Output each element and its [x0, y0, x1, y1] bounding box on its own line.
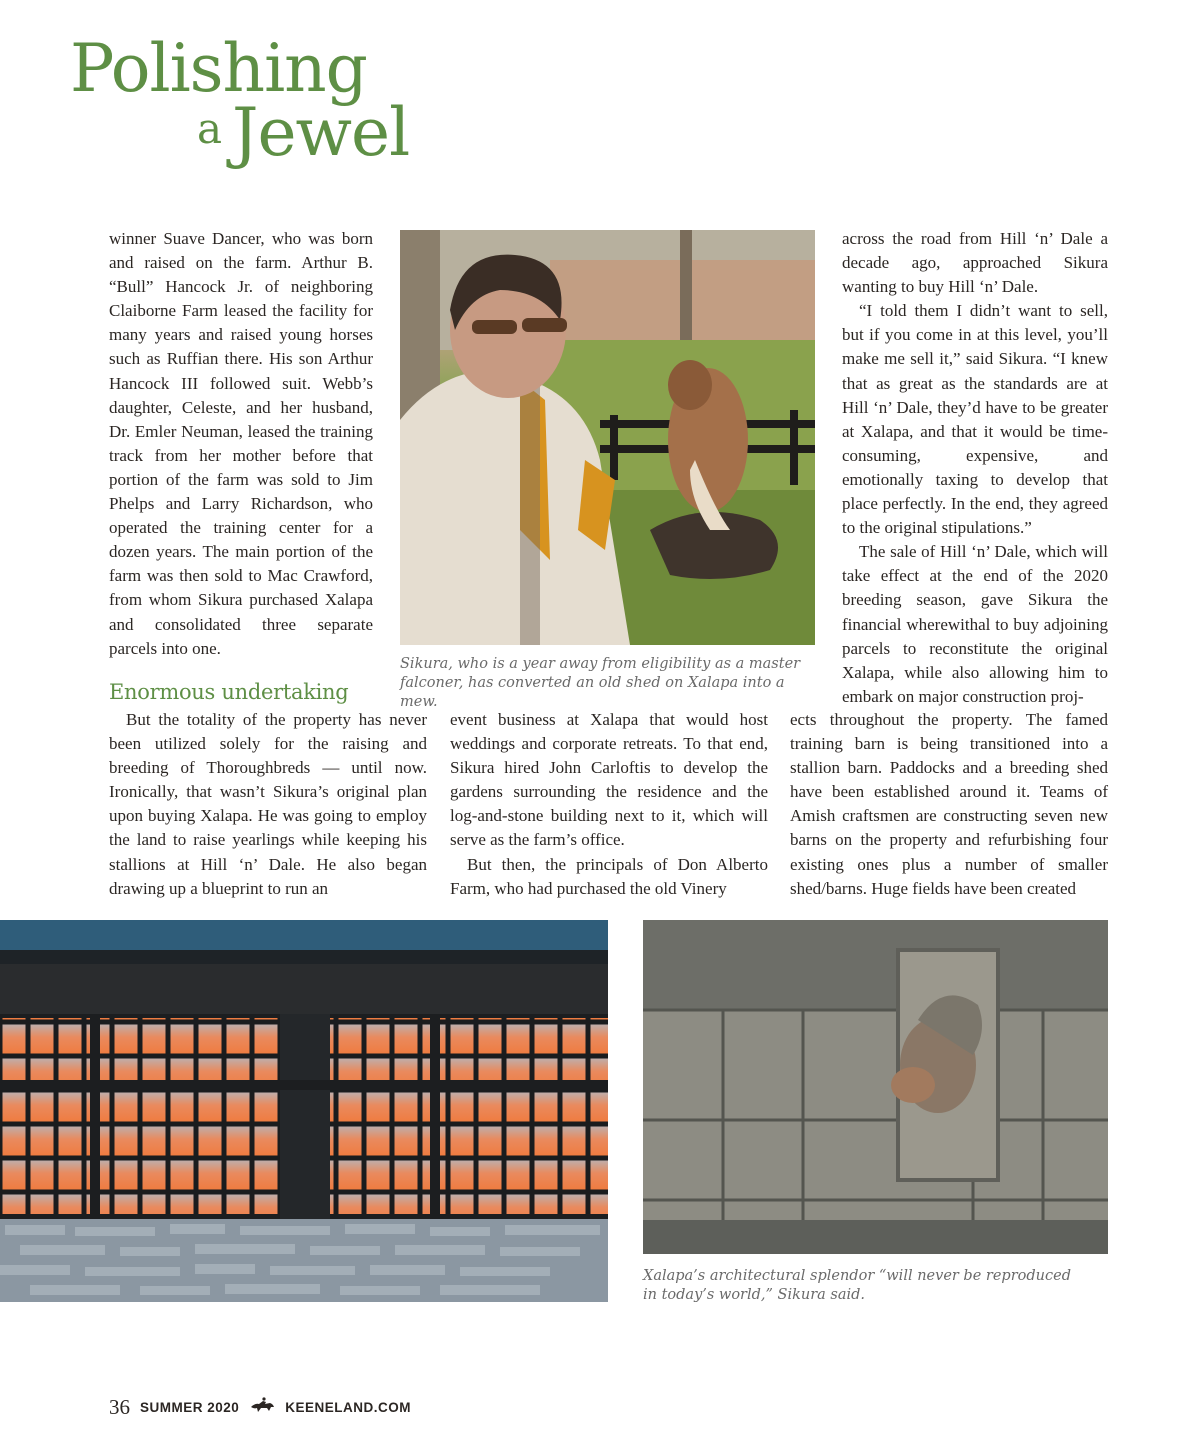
- title-word-a: a: [197, 104, 223, 153]
- caption-photo-hawk: Sikura, who is a year away from eligibility as a master falconer, has converted an old shed on Xalapa into a mew.: [400, 656, 801, 710]
- paragraph: But then, the principals of Don Alberto Farm, who had purchased the old Vinery: [450, 854, 768, 898]
- body-column-top-right: [842, 227, 1108, 709]
- caption-photo-architecture: Xalapa’s architectural splendor “will never be reproduced in today’s world,” Sikura said.: [643, 1268, 1071, 1303]
- paragraph: event business at Xalapa that would host weddings and corporate retreats. To that end, Sikura hired John Carloftis to develop the gardens surrounding the residence and the log-and-stone building next to it, which will serve as the farm’s office.: [450, 710, 768, 850]
- paragraph: ects throughout the property. The famed training barn is being transitioned into a stallion barn. Paddocks and a breeding shed have been established around it. Teams of Amish craftsmen are constructing seven new barns on the property and refurbishing four existing ones plus a number of smaller shed/barns. Huge fields have been created: [790, 710, 1108, 898]
- body-column-bottom-3: [790, 708, 1108, 901]
- photo-man-with-hawk: [400, 230, 815, 645]
- photo-stone-carving-illustration: [643, 920, 1108, 1254]
- paragraph: winner Suave Dancer, who was born and raised on the farm. Arthur B. “Bull” Hancock Jr. of neighboring Claiborne Farm leased the facility for many years and raised young horses such as Ruffian there. His son Arthur Hancock III followed suit. Webb’s daughter, Celeste, and her husband, Dr. Emler Neuman, leased the training track from her mother before that portion of the farm was sold to Jim Phelps and Larry Richardson, who operated the training center for a dozen years. The main portion of the farm was then sold to Mac Crawford, from whom Sikura purchased Xalapa and consolidated three separate parcels into one.: [109, 229, 373, 658]
- body-column-bottom-2: [450, 708, 768, 901]
- photo-barn-windows-illustration: [0, 920, 608, 1302]
- page-footer: [109, 1392, 411, 1422]
- page-number: 36: [109, 1394, 130, 1419]
- issue-label: SUMMER 2020: [140, 1399, 240, 1415]
- paragraph: across the road from Hill ‘n’ Dale a decade ago, approached Sikura wanting to buy Hill ‘n’ Dale.: [842, 229, 1108, 297]
- photo-barn-windows: [0, 920, 608, 1302]
- paragraph: The sale of Hill ‘n’ Dale, which will take effect at the end of the 2020 breeding season, gave Sikura the financial wherewithal to buy adjoining parcels to reconstitute the original Xalapa, while also allowing him to embark on major construction proj-: [842, 542, 1108, 706]
- photo-man-with-hawk-illustration: [400, 230, 815, 645]
- title-line-polishing: Polishing: [70, 30, 367, 107]
- subheading: Enormous undertaking: [109, 680, 349, 704]
- website-label: KEENELAND.COM: [285, 1399, 412, 1415]
- photo-stone-carving: [643, 920, 1108, 1254]
- body-column-top-left: [109, 227, 373, 661]
- body-column-bottom-1: [109, 708, 427, 901]
- paragraph: “I told them I didn’t want to sell, but if you come in at this level, you’ll make me sell it,” said Sikura. “I knew that as great as the standards are at Hill ‘n’ Dale, they’d have to be greater at Xalapa, and that it would be time-consuming, expensive, and emotionally taxing to develop that place perfectly. In the end, they agreed to the original stipulations.”: [842, 301, 1108, 538]
- paragraph: But the totality of the property has never been utilized solely for the raising and breeding of Thoroughbreds — until now. Ironically, that wasn’t Sikura’s original plan upon buying Xalapa. He was going to employ the land to raise yearlings while keeping his stallions at Hill ‘n’ Dale. He also began drawing up a blueprint to run an: [109, 710, 427, 898]
- title-line-jewel: Jewel: [232, 94, 410, 171]
- horse-and-jockey-icon: [249, 1395, 275, 1420]
